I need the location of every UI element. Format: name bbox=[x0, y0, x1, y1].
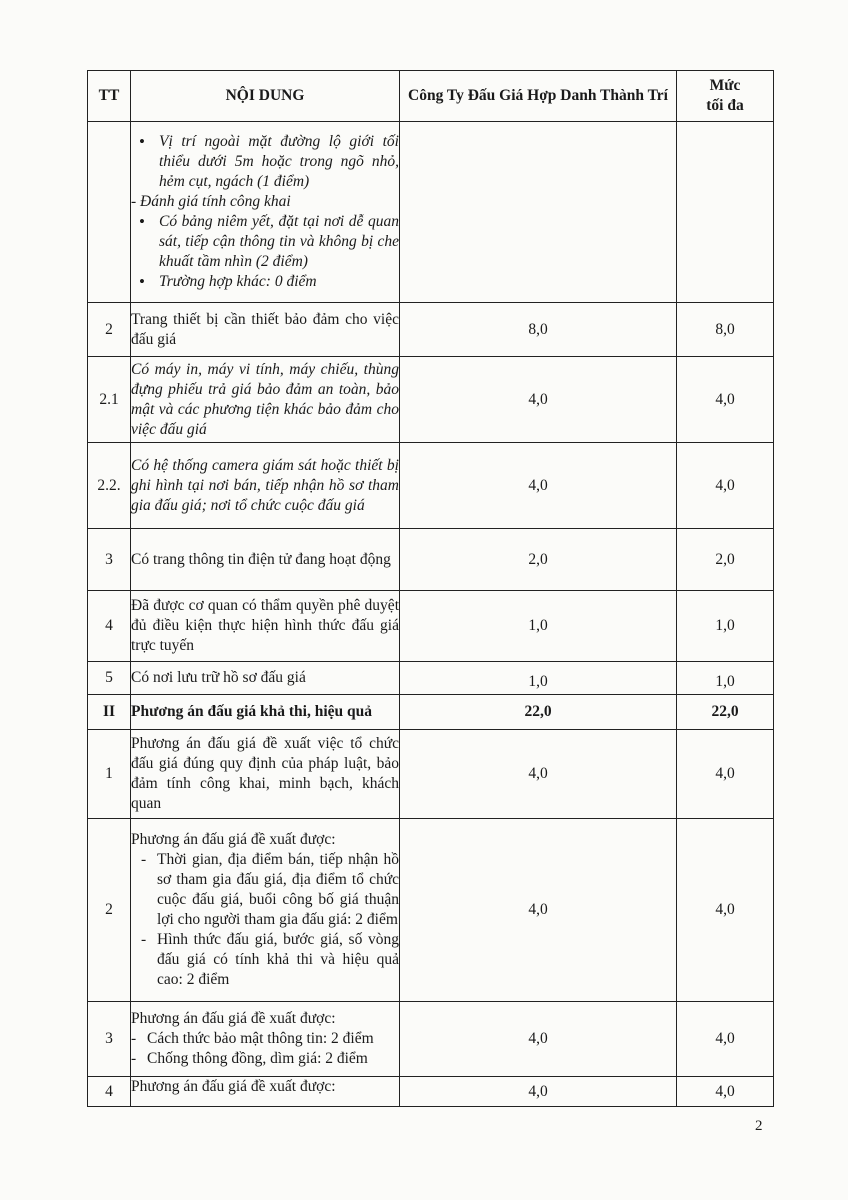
row-max: 2,0 bbox=[677, 529, 774, 591]
row-company: 4,0 bbox=[400, 730, 677, 819]
row-tt: 2 bbox=[88, 303, 131, 357]
table-row bbox=[88, 357, 774, 443]
dash-list bbox=[131, 1029, 399, 1069]
row-company: 4,0 bbox=[400, 1002, 677, 1077]
table-row bbox=[88, 662, 774, 695]
row-max: 8,0 bbox=[677, 303, 774, 357]
table-row bbox=[88, 1077, 774, 1107]
row-intro: Phương án đấu giá đề xuất được: bbox=[131, 1010, 336, 1027]
row-max: 4,0 bbox=[677, 357, 774, 443]
row-content: Có trang thông tin điện tử đang hoạt động bbox=[131, 529, 400, 591]
row-company: 1,0 bbox=[400, 662, 677, 695]
row-tt: 4 bbox=[88, 591, 131, 662]
row-tt: 2.1 bbox=[88, 357, 131, 443]
row-content: Có hệ thống camera giám sát hoặc thiết bị ghi hình tại nơi bán, tiếp nhận hồ sơ tham gia đấu giá; nơi tổ chức cuộc đấu giá bbox=[131, 443, 400, 529]
row-content bbox=[131, 1002, 400, 1077]
table-row bbox=[88, 303, 774, 357]
header-max bbox=[677, 71, 774, 122]
dash-list bbox=[131, 850, 399, 990]
list-item: - Cách thức bảo mật thông tin: 2 điểm bbox=[131, 1030, 374, 1047]
row-intro: Phương án đấu giá đề xuất được: bbox=[131, 831, 336, 848]
row-max: 4,0 bbox=[677, 1077, 774, 1107]
list-item: - Thời gian, địa điểm bán, tiếp nhận hồ sơ tham gia đấu giá, địa điểm tổ chức cuộc đấu giá, buổi công bố giá thuận lợi cho người tham gia đấu giá: 2 điểm bbox=[141, 851, 399, 928]
row-tt: 1 bbox=[88, 730, 131, 819]
row-company: 8,0 bbox=[400, 303, 677, 357]
row-company: 22,0 bbox=[400, 695, 677, 730]
row-company: 2,0 bbox=[400, 529, 677, 591]
row-company: 4,0 bbox=[400, 443, 677, 529]
row-tt: 2 bbox=[88, 819, 131, 1002]
header-max-line1: Mức bbox=[709, 77, 741, 94]
row-max: 4,0 bbox=[677, 1002, 774, 1077]
row-max: 1,0 bbox=[677, 591, 774, 662]
bullet-list bbox=[131, 212, 399, 292]
header-company: Công Ty Đấu Giá Hợp Danh Thành Trí bbox=[400, 71, 677, 122]
row-max: 22,0 bbox=[677, 695, 774, 730]
row-content: Phương án đấu giá đề xuất việc tổ chức đấu giá đúng quy định của pháp luật, bảo đảm tính công khai, minh bạch, khách quan bbox=[131, 730, 400, 819]
row-content: Phương án đấu giá đề xuất được: bbox=[131, 1077, 400, 1107]
row-max: 4,0 bbox=[677, 819, 774, 1002]
table-row bbox=[88, 529, 774, 591]
row-company: 4,0 bbox=[400, 1077, 677, 1107]
list-item: • Vị trí ngoài mặt đường lộ giới tối thiểu dưới 5m hoặc trong ngõ nhỏ, hẻm cụt, ngách (1 điểm) bbox=[159, 132, 399, 192]
row-content: Có nơi lưu trữ hồ sơ đấu giá bbox=[131, 662, 400, 695]
scoring-table bbox=[87, 70, 774, 1107]
row-tt: 2.2. bbox=[88, 443, 131, 529]
row-content: Phương án đấu giá khả thi, hiệu quả bbox=[131, 695, 400, 730]
row-content bbox=[131, 819, 400, 1002]
row-tt bbox=[88, 122, 131, 303]
row-tt: 3 bbox=[88, 529, 131, 591]
row-company: 4,0 bbox=[400, 357, 677, 443]
row-max bbox=[677, 122, 774, 303]
header-tt: TT bbox=[88, 71, 131, 122]
table-row bbox=[88, 819, 774, 1002]
table-row bbox=[88, 122, 774, 303]
table-row-section bbox=[88, 695, 774, 730]
list-item: • Trường hợp khác: 0 điểm bbox=[159, 272, 399, 292]
row-tt: 3 bbox=[88, 1002, 131, 1077]
table-header-row bbox=[88, 71, 774, 122]
bullet-list bbox=[131, 132, 399, 192]
page-number: 2 bbox=[755, 1118, 763, 1134]
list-item: • Có bảng niêm yết, đặt tại nơi dễ quan sát, tiếp cận thông tin và không bị che khuất tầm nhìn (2 điểm) bbox=[159, 212, 399, 272]
row-company bbox=[400, 122, 677, 303]
row-content: Trang thiết bị cần thiết bảo đảm cho việc đấu giá bbox=[131, 303, 400, 357]
table-row bbox=[88, 443, 774, 529]
row-tt: 5 bbox=[88, 662, 131, 695]
dash-heading: - Đánh giá tính công khai bbox=[131, 193, 291, 210]
row-company: 4,0 bbox=[400, 819, 677, 1002]
table-row bbox=[88, 1002, 774, 1077]
list-item: - Hình thức đấu giá, bước giá, số vòng đấu giá có tính khả thi và hiệu quả cao: 2 điểm bbox=[141, 931, 399, 988]
row-max: 1,0 bbox=[677, 662, 774, 695]
table-row bbox=[88, 591, 774, 662]
list-item: - Chống thông đồng, dìm giá: 2 điểm bbox=[131, 1050, 368, 1067]
row-max: 4,0 bbox=[677, 443, 774, 529]
row-max: 4,0 bbox=[677, 730, 774, 819]
row-company: 1,0 bbox=[400, 591, 677, 662]
row-content: Có máy in, máy vi tính, máy chiếu, thùng đựng phiếu trả giá bảo đảm an toàn, bảo mật và các phương tiện khác bảo đảm cho việc đấu giá bbox=[131, 357, 400, 443]
row-tt: 4 bbox=[88, 1077, 131, 1107]
header-content: NỘI DUNG bbox=[131, 71, 400, 122]
table-row bbox=[88, 730, 774, 819]
row-content: Đã được cơ quan có thẩm quyền phê duyệt đủ điều kiện thực hiện hình thức đấu giá trực tuyến bbox=[131, 591, 400, 662]
row-content bbox=[131, 122, 400, 303]
header-max-line2: tối đa bbox=[706, 97, 744, 114]
row-tt: II bbox=[88, 695, 131, 730]
